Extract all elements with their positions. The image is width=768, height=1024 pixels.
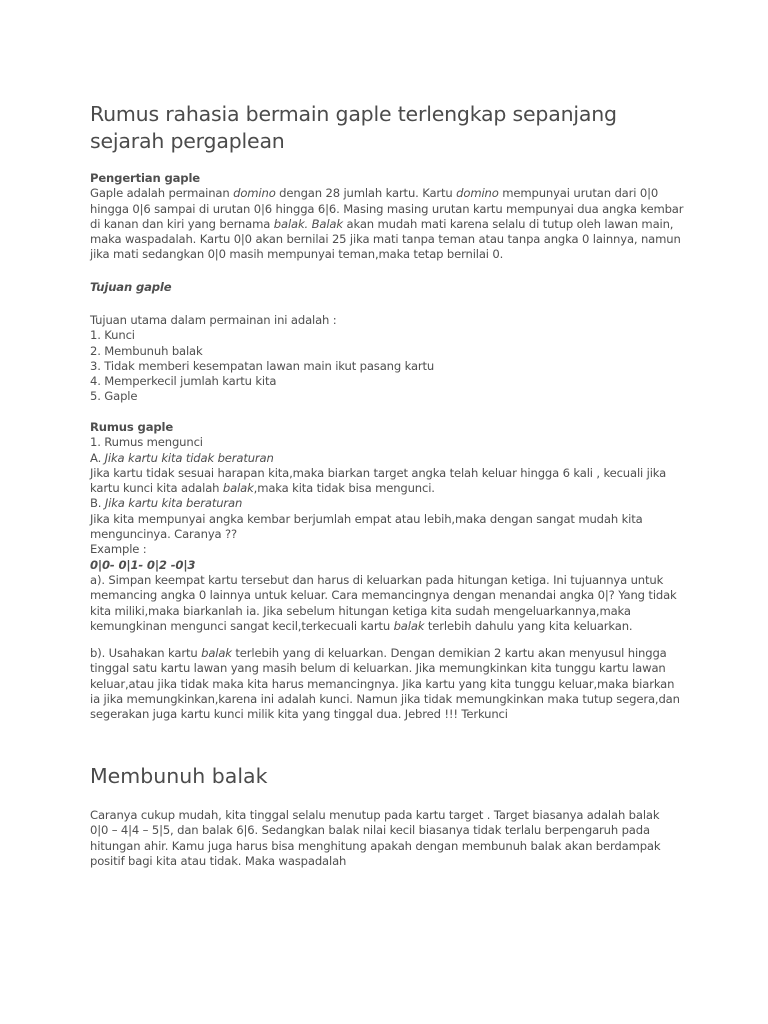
paragraph-line: Jika kartu tidak sesuai harapan kita,maka biarkan target angka telah keluar hingga 6 kali , kecuali jika bbox=[90, 465, 667, 480]
text-run-italic: balak bbox=[201, 646, 232, 660]
section-tujuan bbox=[90, 280, 690, 295]
text-run: mempunyai urutan dari 0|0 bbox=[498, 186, 659, 201]
paragraph-line: kita miliki,maka biarkanlah ia. Jika sebelum hitungan ketiga kita sudah mengeluarkannya,maka bbox=[90, 603, 631, 618]
text-run: A. bbox=[90, 450, 105, 465]
text-run-italic: balak bbox=[222, 481, 254, 496]
section-rumus bbox=[90, 420, 690, 634]
paragraph-line bbox=[90, 619, 690, 634]
paragraph-line bbox=[90, 646, 690, 661]
tujuan-intro: Tujuan utama dalam permainan ini adalah : bbox=[90, 313, 337, 327]
list-item: 1. Kunci bbox=[90, 328, 135, 343]
paragraph-line: positif bagi kita atau tidak. Maka waspadalah bbox=[90, 853, 347, 868]
section-membunuh bbox=[90, 808, 690, 869]
paragraph-line: 1. Rumus mengunci bbox=[90, 435, 203, 450]
text-run-italic: balak. Balak bbox=[273, 216, 343, 231]
section-heading-pengertian: Pengertian gaple bbox=[90, 171, 200, 185]
list-item: 2. Membunuh balak bbox=[90, 343, 203, 358]
list-item: 5. Gaple bbox=[90, 389, 138, 404]
paragraph-line: Jika kita mempunyai angka kembar berjumlah empat atau lebih,maka dengan sangat mudah kita bbox=[90, 511, 643, 526]
paragraph-line bbox=[90, 496, 690, 511]
paragraph-line bbox=[90, 217, 690, 232]
page-title: Rumus rahasia bermain gaple terlengkap sepanjang sejarah pergaplean bbox=[90, 102, 617, 153]
text-run: terlebih dahulu yang kita keluarkan. bbox=[424, 618, 633, 633]
paragraph-line: Caranya cukup mudah, kita tinggal selalu menutup pada kartu target . Target biasanya adalah balak bbox=[90, 808, 660, 822]
section-pengertian bbox=[90, 171, 690, 263]
paragraph-line: hitungan ahir. Kamu juga harus bisa menghitung apakah dengan membunuh balak akan berdampak bbox=[90, 838, 661, 853]
paragraph-line: 0|0 – 4|4 – 5|5, dan balak 6|6. Sedangkan balak nilai kecil biasanya tidak terlalu berpengaruh pada bbox=[90, 823, 650, 838]
paragraph-line bbox=[90, 451, 690, 466]
text-run: ,maka kita tidak bisa mengunci. bbox=[253, 481, 435, 496]
list-item: 3. Tidak memberi kesempatan lawan main ikut pasang kartu bbox=[90, 358, 435, 373]
paragraph-line: menguncinya. Caranya ?? bbox=[90, 527, 238, 542]
paragraph-line: jika mati sedangkan 0|0 masih mempunyai teman,maka tetap bernilai 0. bbox=[90, 247, 504, 262]
list-item: 4. Memperkecil jumlah kartu kita bbox=[90, 374, 277, 389]
paragraph-line: hingga 0|6 sampai di urutan 0|6 hingga 6|6. Masing masing urutan kartu mempunyai dua angka kembar bbox=[90, 201, 684, 216]
tujuan-list bbox=[90, 313, 690, 405]
section-heading-membunuh: Membunuh balak bbox=[90, 764, 268, 788]
paragraph-line: a). Simpan keempat kartu tersebut dan harus di keluarkan pada hitungan ketiga. Ini tujuannya untuk bbox=[90, 572, 664, 587]
text-run: kemungkinan mengunci sangat kecil,terkecuali kartu bbox=[90, 618, 394, 633]
paragraph-line: maka waspadalah. Kartu 0|0 akan bernilai 25 jika mati tanpa teman atau tanpa angka 0 lainnya, namun bbox=[90, 232, 681, 247]
text-run-italic: Jika kartu kita beraturan bbox=[104, 496, 243, 511]
text-run: dengan 28 jumlah kartu. Kartu bbox=[275, 186, 457, 201]
paragraph-line: segerakan juga kartu kunci milik kita yang tinggal dua. Jebred !!! Terkunci bbox=[90, 707, 508, 722]
text-run: b). Usahakan kartu bbox=[90, 646, 202, 660]
paragraph-line bbox=[90, 186, 690, 201]
text-run-italic: domino bbox=[233, 186, 276, 201]
text-run: kartu kunci kita adalah bbox=[90, 481, 223, 496]
section-heading-tujuan: Tujuan gaple bbox=[90, 280, 172, 294]
paragraph-b bbox=[90, 646, 690, 722]
paragraph-line: tinggal satu kartu lawan yang masih belum di keluarkan. Jika memungkinkan kita tunggu kartu lawan bbox=[90, 661, 666, 676]
example-sequence: 0|0- 0|1- 0|2 -0|3 bbox=[90, 557, 196, 572]
text-run-italic: domino bbox=[456, 186, 499, 201]
text-run: di kanan dan kiri yang bernama bbox=[90, 216, 274, 231]
text-run-italic: Jika kartu kita tidak beraturan bbox=[104, 450, 274, 465]
paragraph-line: ia jika memungkinkan,karena ini adalah kunci. Namun jika tidak memungkinkan maka tutup segera,dan bbox=[90, 691, 680, 706]
paragraph-line: Example : bbox=[90, 542, 147, 557]
text-run: Gaple adalah permainan bbox=[90, 186, 234, 201]
section-heading-rumus: Rumus gaple bbox=[90, 420, 174, 434]
text-run: B. bbox=[90, 496, 105, 511]
paragraph-line: memancing angka 0 lainnya untuk keluar. Cara memancingnya dengan menandai angka 0|? Yang tidak bbox=[90, 588, 677, 603]
text-run-italic: balak bbox=[393, 618, 425, 633]
text-run: akan mudah mati karena selalu di tutup oleh lawan main, bbox=[342, 216, 674, 231]
paragraph-line bbox=[90, 481, 690, 496]
paragraph-line: keluar,atau jika tidak maka kita harus memancingnya. Jika kartu yang kita tunggu keluar,maka biarkan bbox=[90, 676, 675, 691]
text-run: terlebih yang di keluarkan. Dengan demikian 2 kartu akan menyusul hingga bbox=[231, 646, 667, 660]
